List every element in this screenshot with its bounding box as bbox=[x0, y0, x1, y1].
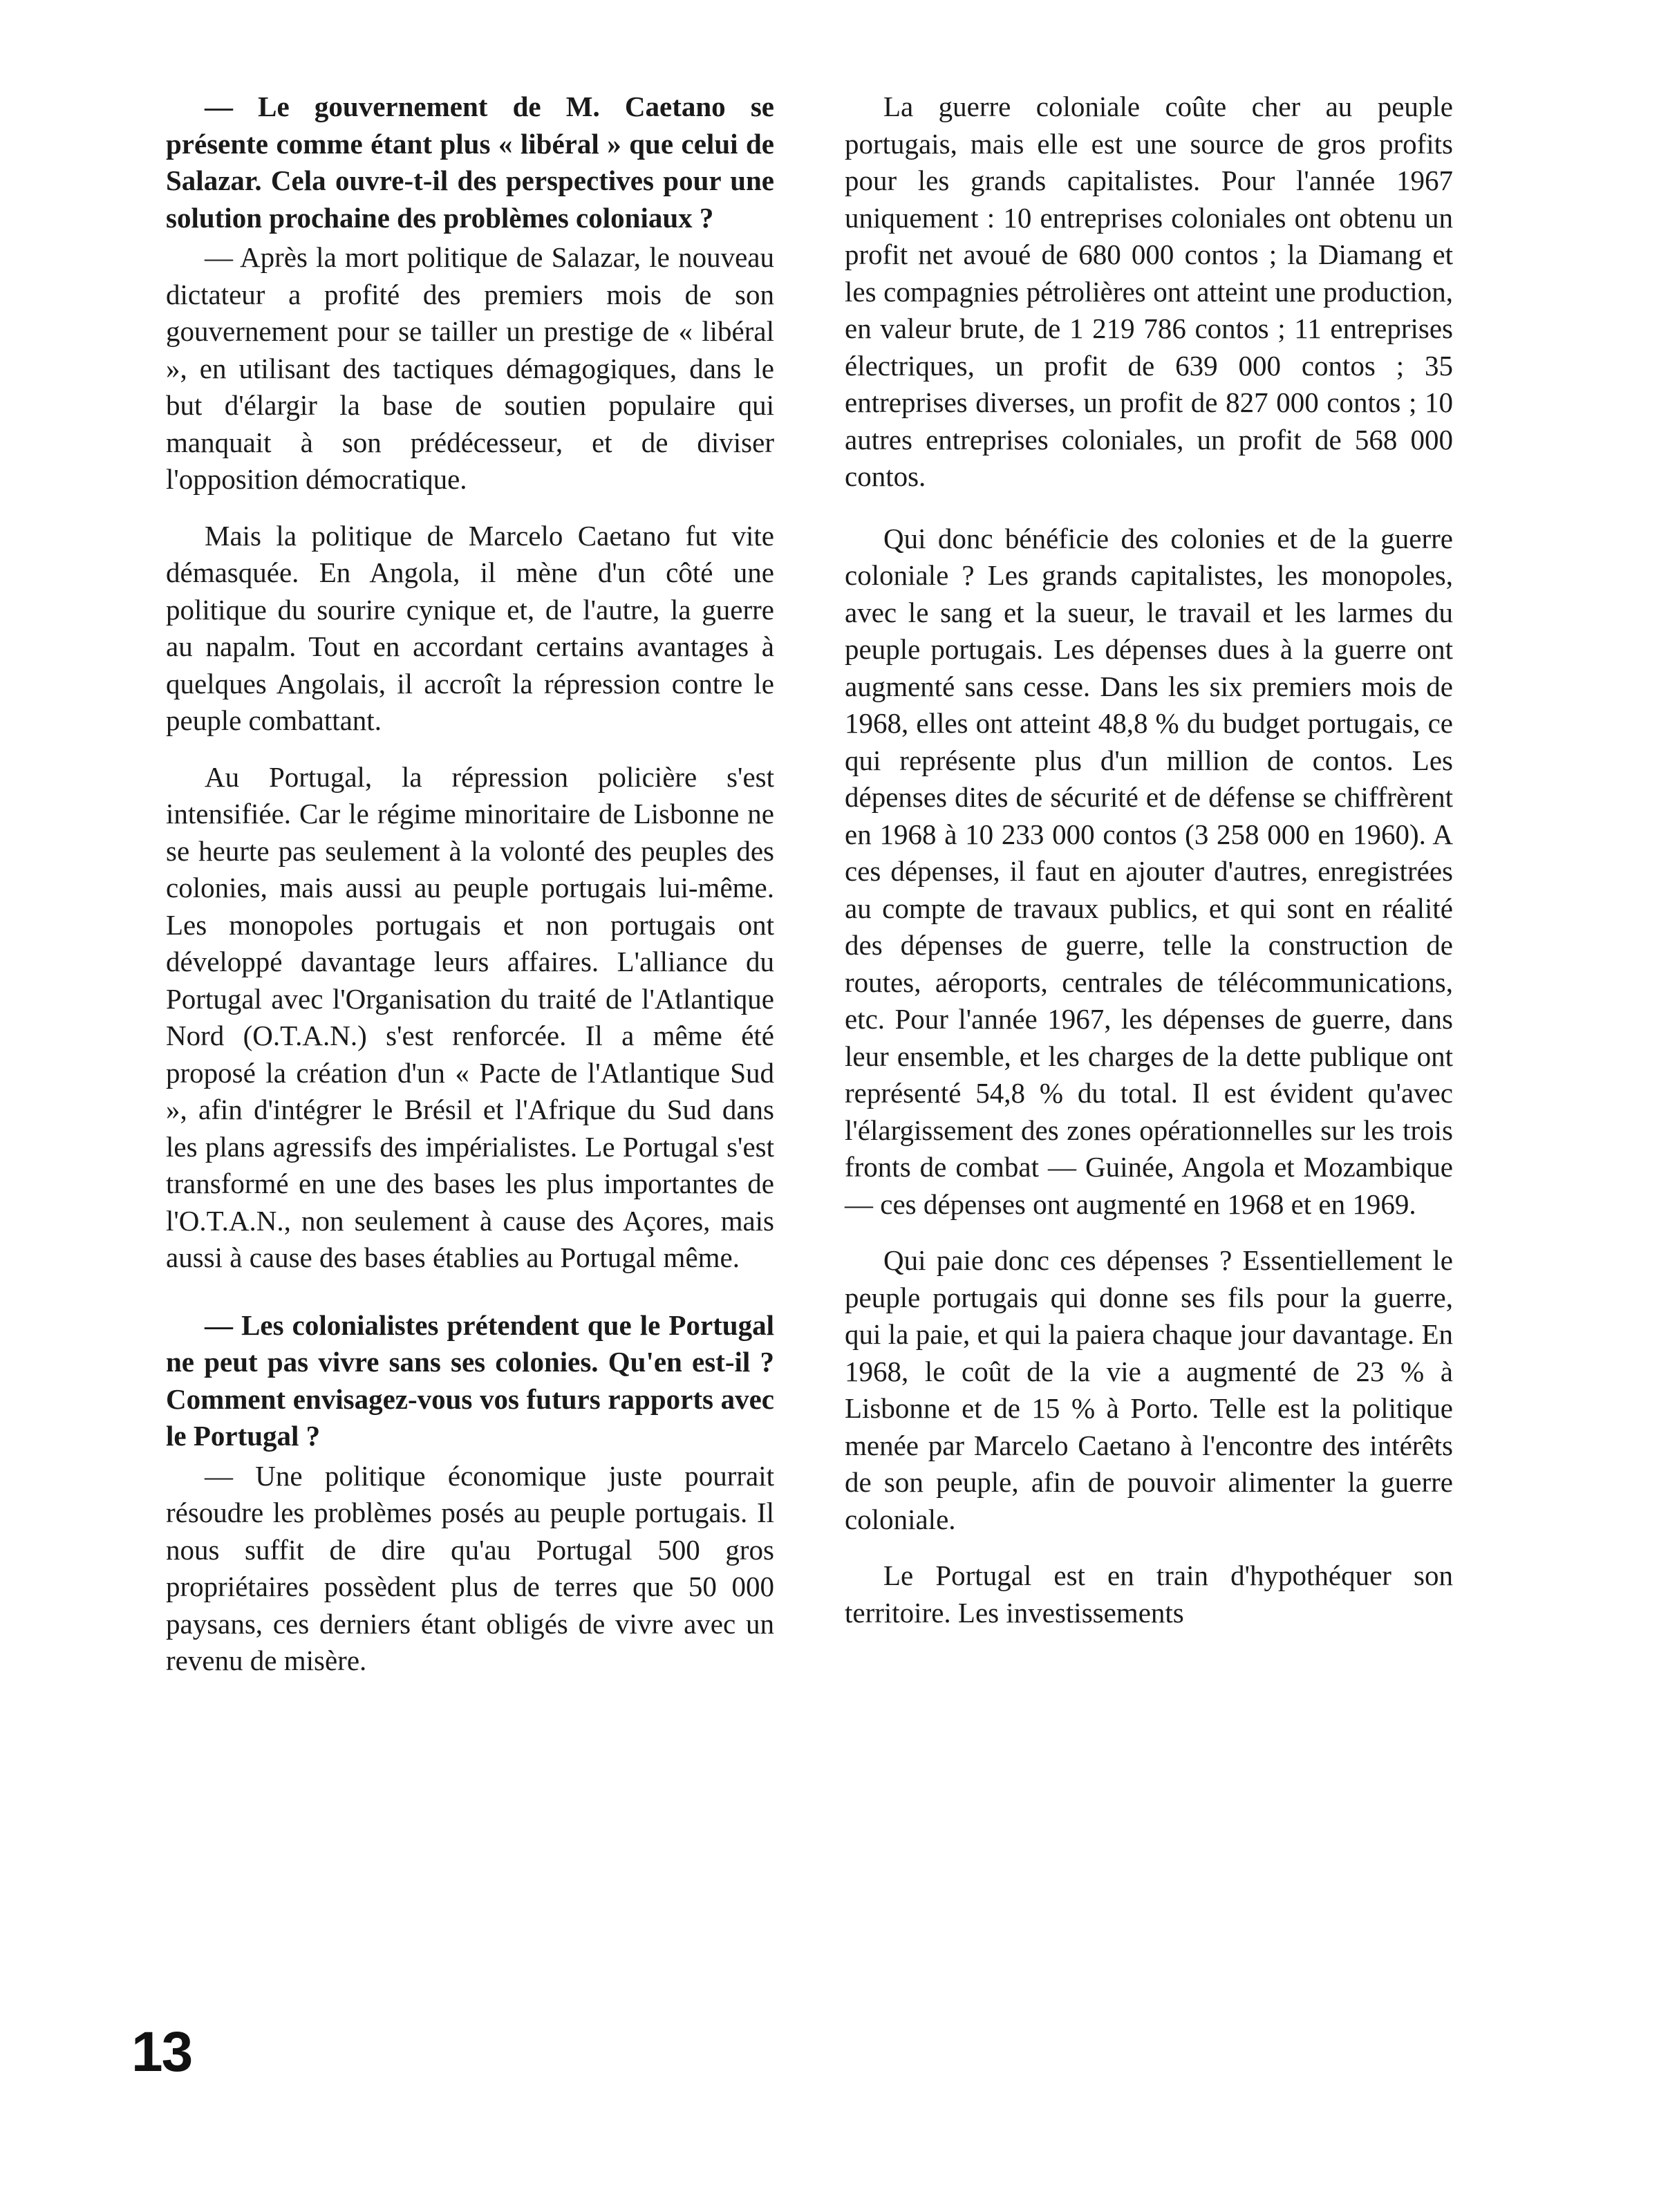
body-paragraph-4: Le Portugal est en train d'hypothéquer son territoire. Les investissements bbox=[845, 1559, 1453, 1629]
interview-question-1: — Le gouvernement de M. Caetano se présente comme étant plus « libéral » que celui de Salazar. Cela ouvre-t-il des perspectives pour une solution prochaine des problèmes coloniaux ? bbox=[166, 91, 774, 234]
answer-1-paragraph-3: Au Portugal, la répression policière s'est intensifiée. Car le régime minoritaire de Lisbonne ne se heurte pas seulement à la volonté des peuples des colonies, mais aussi au peuple portugais lui-même. Les monopoles portugais et non portugais ont développé davantage leurs affaires. L'alliance du Portugal avec l'Organisation du traité de l'Atlantique Nord (O.T.A.N.) s'est renforcée. Il a même été proposé la création d'un « Pacte de l'Atlantique Sud », afin d'intégrer le Brésil et l'Afrique du Sud dans les plans agressifs des impérialistes. Le Portugal s'est transformé en une des bases les plus importantes de l'O.T.A.N., non seulement à cause des Açores, mais aussi à cause des bases établies au Portugal même. bbox=[166, 760, 774, 1273]
answer-2-paragraph-1: — Une politique économique juste pourrait résoudre les problèmes posés au peuple portugais. Il nous suffit de dire qu'au Portugal 500 gros propriétaires possèdent plus de terres que 50 000 paysans, ces derniers étant obligés de vivre avec un revenu de misère. bbox=[166, 1459, 774, 1676]
body-paragraph-3: Qui paie donc ces dépenses ? Essentiellement le peuple portugais qui donne ses fils pour la guerre, qui la paie, et qui la paiera chaque jour davantage. En 1968, le coût de la vie a augmenté de 23 % à Lisbonne et de 15 % à Porto. Telle est la politique menée par Marcelo Caetano à l'encontre des intérêts de son peuple, afin de pouvoir alimenter la guerre coloniale. bbox=[845, 1244, 1453, 1535]
page-number: 13 bbox=[131, 2021, 192, 2083]
right-column bbox=[845, 88, 1453, 1651]
body-paragraph-2: Qui donc bénéficie des colonies et de la guerre coloniale ? Les grands capitalistes, les monopoles, avec le sang et la sueur, le travail et les larmes du peuple portugais. Les dépenses dues à la guerre ont augmenté sans cesse. Dans les six premiers mois de 1968, elles ont atteint 48,8 % du budget portugais, ce qui représente plus d'un million de contos. Les dépenses dites de sécurité et de défense se chiffrèrent en 1968 à 10 233 000 contos (3 258 000 en 1960). A ces dépenses, il faut en ajouter d'autres, enregistrées au compte de travaux publics, et qui sont en réalité des dépenses de guerre, telle la construction de routes, aéroports, centrales de télécommunications, etc. Pour l'année 1967, les dépenses de guerre, dans leur ensemble, et les charges de la dette publique ont représenté 54,8 % du total. Il est évident qu'avec l'élargissement des zones opérationnelles sur les trois fronts de combat — Guinée, Angola et Mozambique — ces dépenses ont augmenté en 1968 et en 1969. bbox=[845, 522, 1453, 1220]
answer-1-paragraph-2: Mais la politique de Marcelo Caetano fut vite démasquée. En Angola, il mène d'un côté une politique du sourire cynique et, de l'autre, la guerre au napalm. Tout en accordant certains avantages à quelques Angolais, il accroît la répression contre le peuple combattant. bbox=[166, 519, 774, 736]
left-column bbox=[166, 88, 774, 1699]
interview-question-2: — Les colonialistes prétendent que le Portugal ne peut pas vivre sans ses colonies. Qu'en est-il ? Comment envisagez-vous vos futurs rapports avec le Portugal ? bbox=[166, 1309, 774, 1452]
answer-1-paragraph-1: — Après la mort politique de Salazar, le nouveau dictateur a profité des premiers mois de son gouvernement pour se tailler un prestige de « libéral », en utilisant des tactiques démagogiques, dans le but d'élargir la base de soutien populaire qui manquait à son prédécesseur, et de diviser l'opposition démocratique. bbox=[166, 241, 774, 495]
body-paragraph-1: La guerre coloniale coûte cher au peuple portugais, mais elle est une source de gros profits pour les grands capitalistes. Pour l'année 1967 uniquement : 10 entreprises coloniales ont obtenu un profit net avoué de 680 000 contos ; la Diamang et les compagnies pétrolières ont atteint une production, en valeur brute, de 1 219 786 contos ; 11 entreprises électriques, un profit de 639 000 contos ; 35 entreprises diverses, un profit de 827 000 contos ; 10 autres entreprises coloniales, un profit de 568 000 contos. bbox=[845, 91, 1453, 492]
